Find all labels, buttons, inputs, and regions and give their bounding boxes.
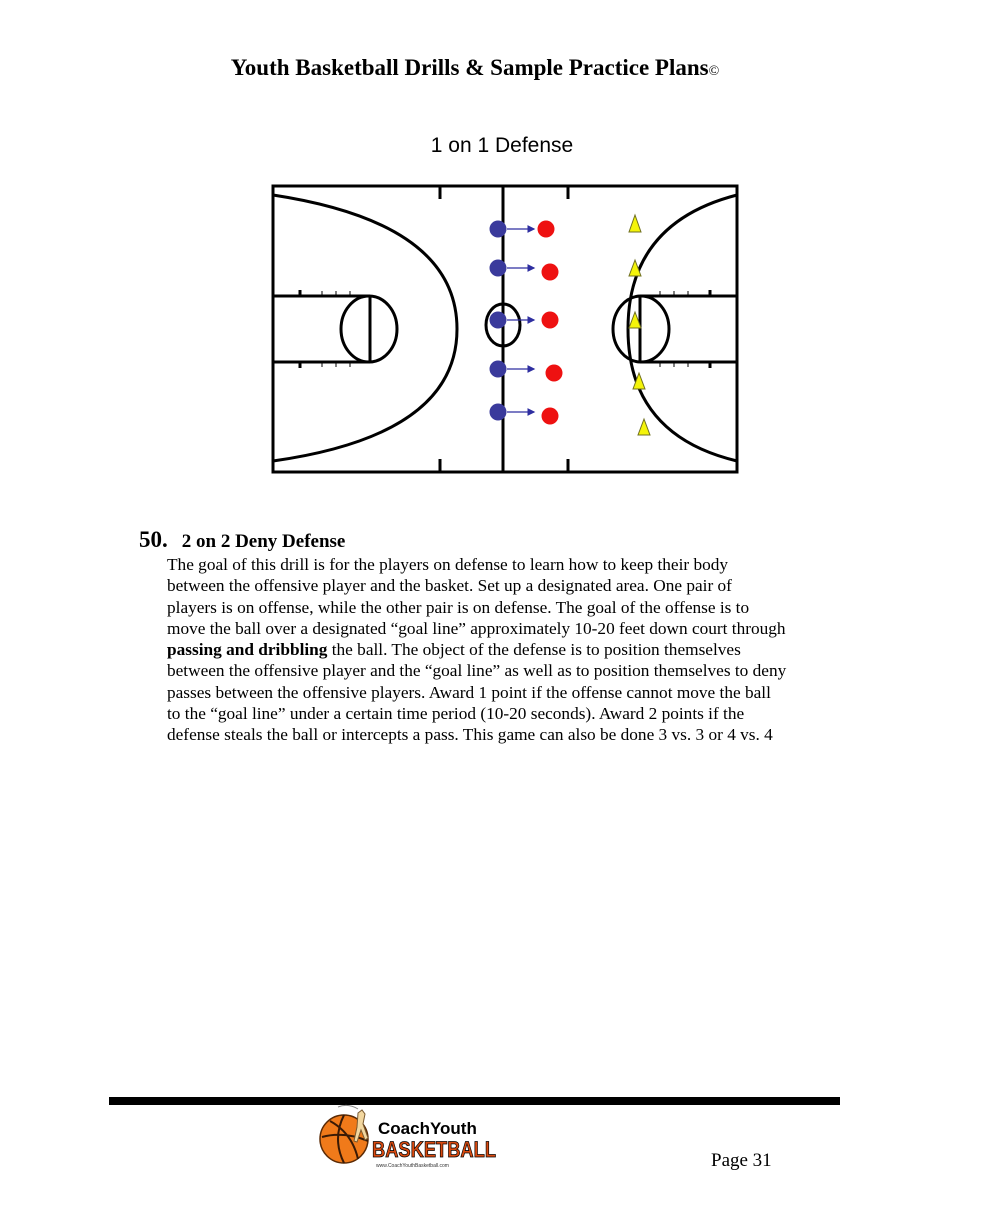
left-lane — [273, 296, 370, 362]
text-segment: defense steals the ball or intercepts a pass. This game can also be done 3 vs. 3 or 4 vs. 4 — [167, 725, 773, 745]
logo-line2: BASKETBALL — [372, 1137, 496, 1162]
header-title-text: Youth Basketball Drills & Sample Practice Plans — [230, 55, 709, 80]
description-line — [167, 660, 847, 681]
left-three-point-arc — [273, 195, 457, 461]
offense-player — [490, 404, 507, 421]
offense-player — [490, 260, 507, 277]
page-number: Page 31 — [711, 1150, 772, 1171]
drill-heading — [139, 527, 345, 553]
text-segment: The goal of this drill is for the players on defense to learn how to keep their body — [167, 555, 729, 574]
page-header-title — [0, 55, 950, 81]
defense-player — [542, 264, 559, 281]
text-segment: to the “goal line” under a certain time period (10-20 seconds). Award 2 points if the — [167, 704, 745, 724]
defense-players — [538, 221, 563, 425]
court-diagram — [270, 183, 740, 476]
bold-text: passing and dribbling — [167, 640, 328, 660]
description-line — [167, 575, 847, 596]
text-segment: the ball. The object of the defense is to position themselves — [327, 640, 741, 660]
description-line — [167, 682, 847, 703]
offense-player — [490, 312, 507, 329]
defense-player — [542, 312, 559, 329]
description-line — [167, 618, 847, 639]
offense-player — [490, 221, 507, 238]
text-segment: between the offensive player and the basket. Set up a designated area. One pair of — [167, 576, 732, 596]
text-segment: passes between the offensive players. Award 1 point if the offense cannot move the ball — [167, 682, 771, 702]
drill-name: 2 on 2 Deny Defense — [181, 531, 346, 552]
defense-player — [542, 408, 559, 425]
text-segment: players is on offense, while the other pair is on defense. The goal of the offense is to — [167, 597, 750, 617]
cone — [638, 419, 650, 435]
defense-player — [538, 221, 555, 238]
drill-number: 50. — [139, 527, 168, 552]
offense-player — [490, 361, 507, 378]
logo-line1: CoachYouth — [378, 1119, 477, 1138]
description-line — [167, 639, 847, 660]
coach-youth-basketball-logo — [318, 1103, 500, 1171]
description-line — [167, 724, 847, 745]
cone — [629, 215, 641, 232]
diagram-title: 1 on 1 Defense — [430, 134, 574, 157]
drill-description — [167, 554, 847, 746]
description-line — [167, 597, 847, 618]
logo-url: www.CoachYouthBasketball.com — [376, 1163, 449, 1169]
copyright-symbol: © — [708, 64, 720, 79]
defense-player — [546, 365, 563, 382]
right-lane — [640, 296, 737, 362]
text-segment: move the ball over a designated “goal line” approximately 10-20 feet down court through — [167, 618, 786, 638]
description-line — [167, 554, 847, 575]
description-line — [167, 703, 847, 724]
text-segment: between the offensive player and the “goal line” as well as to position themselves to deny — [167, 661, 787, 681]
